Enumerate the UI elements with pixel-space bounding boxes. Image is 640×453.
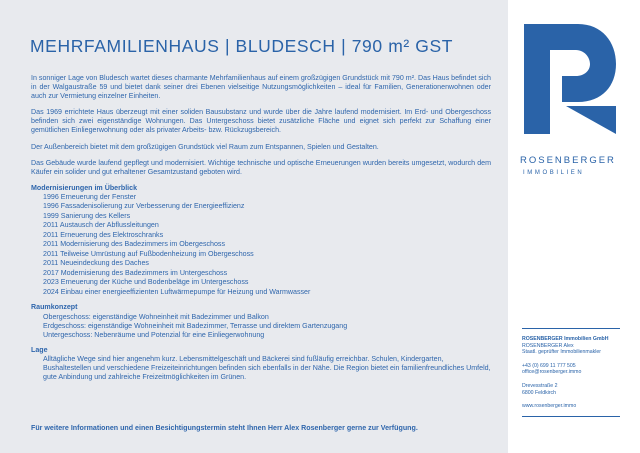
modernisierungen-list [31,193,491,298]
modernisierungen-heading: Modernisierungen im Überblick [31,183,138,192]
contact-street: Drevesstraße 2 [522,382,558,389]
lage-text: Alltägliche Wege sind hier angenehm kurz. Lebensmittelgeschäft und Bäckerei sind fußläufig erreichbar. Schulen, Kindergarten, Bushaltestellen und verschiedene Freizeiteinrichtungen befinden sich ebenfalls in der Nähe. Die Region bietet ein familienfreundliches Umfeld, gute Anbindung und zahlreiche Freizeitmöglichkeiten im Grünen. [43,354,491,382]
contact-person: ROSENBERGER Alex [522,342,574,349]
contact-card [522,336,622,417]
list-item: 2024 Einbau einer energieeffizienten Luftwärmepumpe für Heizung und Warmwasser [43,287,311,296]
condition-paragraph: Das Gebäude wurde laufend gepflegt und modernisiert. Wichtige technische und optische Erneuerungen wurden bereits umgesetzt, wodurch dem Käufer ein solider und gut erhaltener Gesamtzustand geboten wird. [31,158,491,176]
list-item: 2011 Neueindeckung des Daches [43,259,149,268]
contact-phone[interactable]: +43 (0) 699 11 777 505 [522,362,576,369]
contact-city: 6800 Feldkirch [522,389,557,396]
rosenberger-logo-icon [520,20,618,138]
expose-body [31,74,491,388]
list-item: Erdgeschoss: eigenständige Wohneinheit mit Badezimmer, Terrasse und direktem Gartenzugang [43,321,348,330]
list-item: Obergeschoss: eigenständige Wohneinheit mit Badezimmer und Balkon [43,312,269,321]
raumkonzept-list [31,313,491,340]
outdoor-paragraph: Der Außenbereich bietet mit dem großzügigen Grundstück viel Raum zum Entspannen, Spielen und Gestalten. [31,142,379,151]
list-item: 1996 Erneuerung der Fenster [43,192,137,201]
brand-name: ROSENBERGER [520,155,616,166]
contact-email[interactable]: office@rosenberger.immo [522,369,582,376]
lage-heading: Lage [31,345,48,354]
list-item: 2011 Austausch der Abflussleitungen [43,221,159,230]
contact-role: Staatl. geprüfter Immobilienmakler [522,349,601,356]
company-name: ROSENBERGER Immobilien GmbH [522,336,609,342]
intro-paragraph: In sonniger Lage von Bludesch wartet dieses charmante Mehrfamilienhaus auf einem großzügigen Grundstück mit 790 m². Das Haus befindet sich in der Walgaustraße 59 und bietet dank seiner drei Ebenen vielseitige Nutzungsmöglichkeiten – ideal für Familien, Generationenwohnen oder auch zur Vermietung einzelner Einheiten. [31,74,491,101]
contact-website-link[interactable]: www.rosenberger.immo [522,403,577,410]
page-title: MEHRFAMILIENHAUS | BLUDESCH | 790 m² GST [30,36,454,56]
list-item: 2023 Erneuerung der Küche und Bodenbeläge im Untergeschoss [43,278,249,287]
list-item: 1999 Sanierung des Kellers [43,211,131,220]
contact-call-to-action: Für weitere Informationen und einen Besichtigungstermin steht Ihnen Herr Alex Rosenberger gerne zur Verfügung. [31,424,418,432]
list-item: 2017 Modernisierung des Badezimmers im Untergeschoss [43,268,228,277]
building-paragraph: Das 1969 errichtete Haus überzeugt mit einer soliden Bausubstanz und wurde über die Jahre laufend modernisiert. Im Erd- und Obergeschoss befinden sich zwei eigenständige Wohnungen. Das Untergeschoss bietet zusätzliche Fläche und eignet sich perfekt zur Schaffung einer gemütlichen Einliegerwohnung oder als privater Arbeits- bzw. Rückzugsbereich. [31,108,491,135]
divider [522,328,620,329]
brand-subtitle: IMMOBILIEN [523,170,585,176]
raumkonzept-heading: Raumkonzept [31,303,78,312]
list-item: 2011 Modernisierung des Badezimmers im Obergeschoss [43,240,226,249]
list-item: 1996 Fassadenisolierung zur Verbesserung der Energieeffizienz [43,202,245,211]
list-item: 2011 Teilweise Umrüstung auf Fußbodenheizung im Obergeschoss [43,249,254,258]
divider [522,416,620,417]
list-item: 2011 Erneuerung des Elektroschranks [43,230,164,239]
list-item: Untergeschoss: Nebenräume und Potenzial für eine Einliegerwohnung [43,330,265,339]
